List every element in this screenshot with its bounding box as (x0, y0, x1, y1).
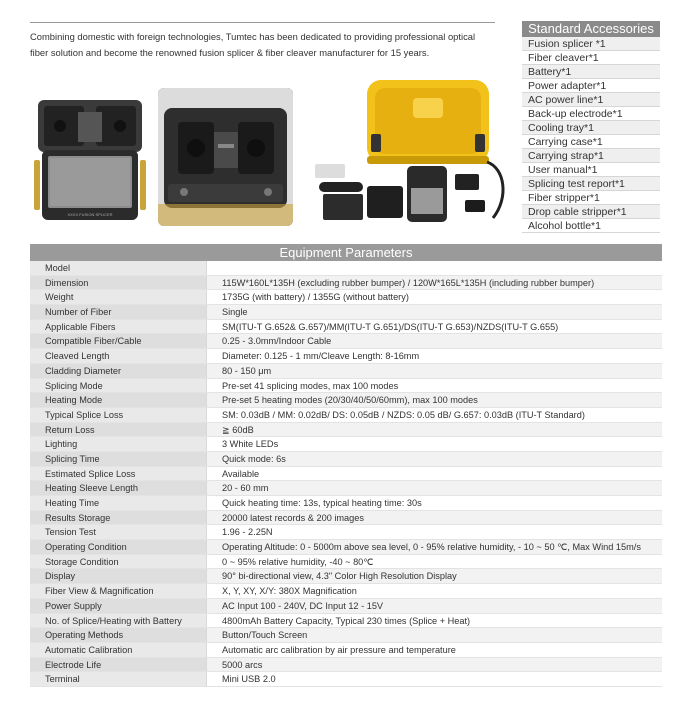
parameter-name: Return Loss (30, 423, 207, 437)
parameter-value: 20000 latest records & 200 images (222, 512, 364, 523)
table-row (30, 658, 662, 673)
parameter-name: Operating Methods (30, 628, 207, 642)
table-row (30, 408, 662, 423)
table-row (30, 643, 662, 658)
table-row (30, 320, 662, 335)
table-row (30, 481, 662, 496)
parameter-name: Estimated Splice Loss (30, 467, 207, 481)
accessory-item: Carrying case*1 (522, 135, 660, 149)
parameter-name: Heating Time (30, 496, 207, 510)
parameter-name: Display (30, 569, 207, 583)
parameter-name: Tension Test (30, 525, 207, 539)
parameter-name: Operating Condition (30, 540, 207, 554)
parameter-name: Model (30, 261, 207, 275)
table-row (30, 379, 662, 394)
table-row (30, 276, 662, 291)
parameter-value: Operating Altitude: 0 - 5000m above sea level, 0 - 95% relative humidity, - 10 ~ 50 ℃, Max Wind 15m/s (222, 542, 641, 553)
parameter-name: Storage Condition (30, 555, 207, 569)
table-row (30, 364, 662, 379)
table-row (30, 305, 662, 320)
parameter-name: Heating Mode (30, 393, 207, 407)
accessory-item: User manual*1 (522, 163, 660, 177)
parameters-title: Equipment Parameters (30, 244, 662, 261)
parameter-value: Diameter: 0.125 - 1 mm/Cleave Length: 8-16mm (222, 351, 420, 362)
parameter-value: 0 ~ 95% relative humidity, -40 ~ 80℃ (222, 556, 374, 567)
parameter-value: 3 White LEDs (222, 439, 279, 450)
intro-paragraph: Combining domestic with foreign technologies, Tumtec has been dedicated to providing professional optical fiber solution and become the renowned fusion splicer & fiber cleaver manufacturer for 15 years. (30, 22, 495, 61)
splicer-front-photo (30, 90, 150, 225)
accessory-item: Cooling tray*1 (522, 121, 660, 135)
parameter-name: No. of Splice/Heating with Battery (30, 614, 207, 628)
parameter-value: Quick heating time: 13s, typical heating time: 30s (222, 498, 422, 508)
table-row (30, 584, 662, 599)
accessory-item: Back-up electrode*1 (522, 107, 660, 121)
parameter-value: ≧ 60dB (222, 424, 254, 435)
parameters-rows (30, 261, 662, 687)
accessory-item: Fusion splicer *1 (522, 37, 660, 51)
parameter-value: X, Y, XY, X/Y: 380X Magnification (222, 586, 357, 597)
table-row (30, 452, 662, 467)
parameter-name: Results Storage (30, 511, 207, 525)
table-row (30, 393, 662, 408)
parameter-name: Fiber View & Magnification (30, 584, 207, 598)
parameter-value: Pre-set 41 splicing modes, max 100 modes (222, 380, 399, 391)
parameter-value: AC Input 100 - 240V, DC Input 12 - 15V (222, 600, 384, 611)
parameter-name: Number of Fiber (30, 305, 207, 319)
parameter-name: Dimension (30, 276, 207, 290)
parameter-value: Single (222, 307, 248, 318)
table-row (30, 599, 662, 614)
parameter-value (207, 261, 662, 275)
parameter-value: 1.96 - 2.25N (222, 527, 273, 538)
table-row (30, 437, 662, 452)
accessory-item: Alcohol bottle*1 (522, 219, 660, 233)
parameter-value: Available (222, 468, 260, 479)
device-screen-caption: XXXX FUSION SPLICER (67, 212, 113, 217)
table-row (30, 467, 662, 482)
table-row (30, 569, 662, 584)
splicer-closeup-photo (158, 88, 293, 226)
parameter-name: Splicing Time (30, 452, 207, 466)
parameter-name: Electrode Life (30, 658, 207, 672)
parameter-value: SM: 0.03dB / MM: 0.02dB/ DS: 0.05dB / NZDS: 0.05 dB/ G.657: 0.03dB (ITU-T Standard) (222, 409, 585, 420)
accessory-item: Splicing test report*1 (522, 177, 660, 191)
parameter-name: Lighting (30, 437, 207, 451)
accessory-item: Drop cable stripper*1 (522, 205, 660, 219)
table-row (30, 628, 662, 643)
parameter-value: 4800mAh Battery Capacity, Typical 230 times (Splice + Heat) (222, 615, 471, 626)
parameter-name: Applicable Fibers (30, 320, 207, 334)
table-row (30, 496, 662, 511)
parameter-value: 90° bi-directional view, 4.3" Color High Resolution Display (222, 571, 457, 582)
table-row (30, 290, 662, 305)
accessory-item: Carrying strap*1 (522, 149, 660, 163)
accessory-item: Power adapter*1 (522, 79, 660, 93)
parameter-value: Quick mode: 6s (222, 453, 286, 464)
table-row (30, 349, 662, 364)
table-row (30, 614, 662, 629)
parameter-name: Heating Sleeve Length (30, 481, 207, 495)
table-row (30, 525, 662, 540)
parameter-name: Terminal (30, 672, 207, 686)
table-row (30, 511, 662, 526)
parameter-name: Splicing Mode (30, 379, 207, 393)
accessory-item: Fiber cleaver*1 (522, 51, 660, 65)
parameter-value: 115W*160L*135H (excluding rubber bumper) / 120W*165L*135H (including rubber bumper) (222, 277, 595, 288)
parameter-name: Cladding Diameter (30, 364, 207, 378)
parameter-value: Mini USB 2.0 (222, 674, 276, 685)
parameter-value: 0.25 - 3.0mm/Indoor Cable (222, 336, 332, 347)
parameter-value: Button/Touch Screen (222, 630, 308, 641)
table-row (30, 423, 662, 438)
accessories-title: Standard Accessories (522, 21, 660, 37)
parameter-name: Typical Splice Loss (30, 408, 207, 422)
table-row (30, 334, 662, 349)
parameter-value: 80 - 150 μm (222, 365, 272, 376)
parameter-value: SM(ITU-T G.652& G.657)/MM(ITU-T G.651)/DS(ITU-T G.653)/NZDS(ITU-T G.655) (222, 321, 559, 332)
parameter-value: 20 - 60 mm (222, 483, 269, 494)
accessory-item: Fiber stripper*1 (522, 191, 660, 205)
accessories-list (522, 37, 660, 233)
standard-accessories-panel (522, 21, 660, 233)
parameter-value: 5000 arcs (222, 659, 263, 670)
accessory-item: Battery*1 (522, 65, 660, 79)
parameter-name: Power Supply (30, 599, 207, 613)
table-row (30, 672, 662, 687)
parameter-name: Compatible Fiber/Cable (30, 334, 207, 348)
parameter-value: Automatic arc calibration by air pressure and temperature (222, 644, 456, 655)
parameter-value: Pre-set 5 heating modes (20/30/40/50/60mm), max 100 modes (222, 395, 478, 406)
accessory-item: AC power line*1 (522, 93, 660, 107)
parameter-name: Automatic Calibration (30, 643, 207, 657)
equipment-parameters-table (30, 244, 662, 687)
table-row (30, 261, 662, 276)
table-row (30, 540, 662, 555)
accessory-kit-photo (315, 78, 513, 228)
parameter-name: Cleaved Length (30, 349, 207, 363)
table-row (30, 555, 662, 570)
parameter-value: 1735G (with battery) / 1355G (without battery) (222, 292, 409, 303)
parameter-name: Weight (30, 290, 207, 304)
